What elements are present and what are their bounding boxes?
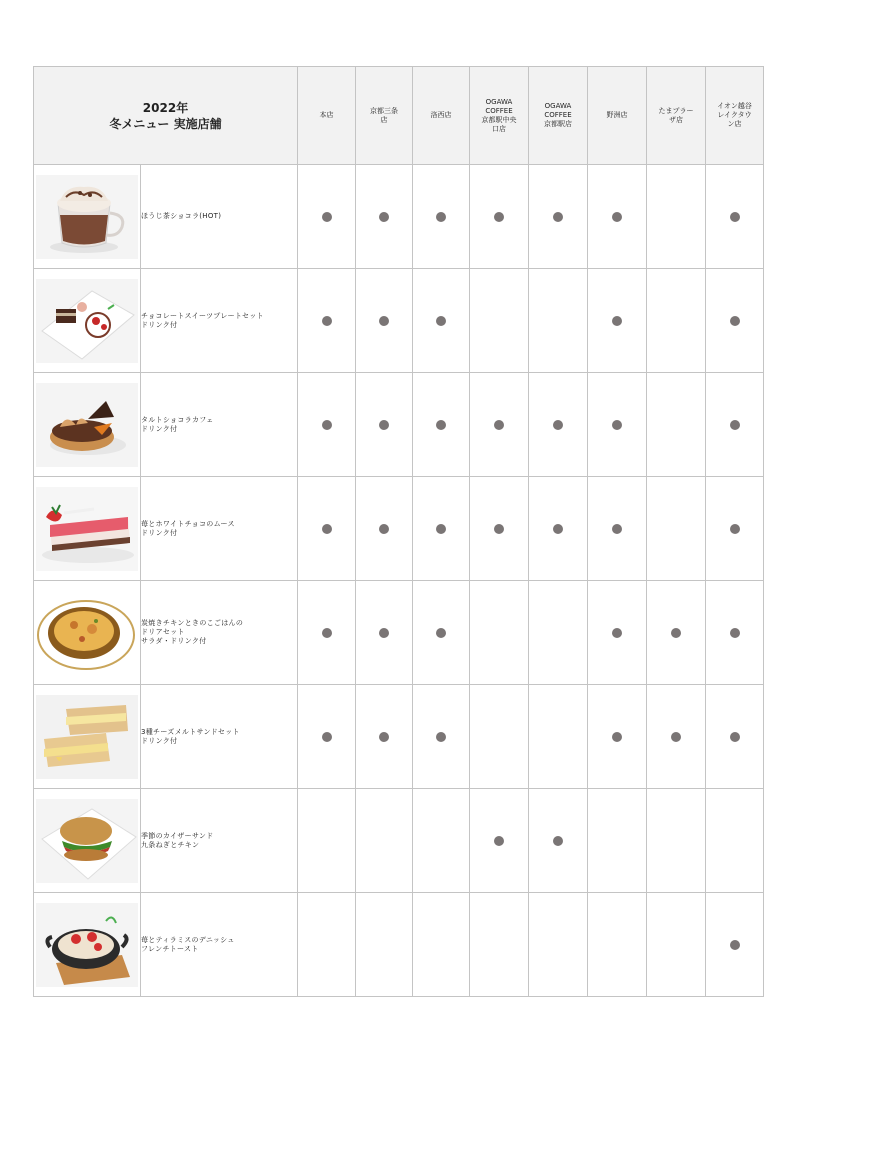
available-dot [494,836,504,846]
availability-cell [356,581,413,685]
availability-cell [413,477,470,581]
hojicha-chocolat-drink-photo [34,165,141,269]
available-dot [730,940,740,950]
available-dot [379,628,389,638]
menu-item-name: 炭焼きチキンときのこごはんの ドリアセット サラダ・ドリンク付 [141,581,298,685]
availability-cell [413,893,470,997]
available-dot [322,524,332,534]
menu-item-name: 季節のカイザーサンド 九条ねぎとチキン [141,789,298,893]
availability-cell [706,373,764,477]
availability-cell [647,477,706,581]
availability-cell [588,165,647,269]
store-header: OGAWA COFFEE 京都駅店 [529,67,588,165]
title-subtitle: 冬メニュー 実施店舗 [109,116,222,131]
chocolate-sweets-plate-photo [34,269,141,373]
available-dot [322,420,332,430]
availability-cell [298,165,356,269]
availability-cell [588,373,647,477]
availability-cell [529,685,588,789]
available-dot [379,316,389,326]
menu-item-name: ほうじ茶ショコラ(HOT) [141,165,298,269]
menu-row [34,685,764,789]
menu-row [34,789,764,893]
availability-cell [529,581,588,685]
availability-cell [588,269,647,373]
menu-row [34,477,764,581]
menu-item-name: タルトショコラカフェ ドリンク付 [141,373,298,477]
availability-cell [588,581,647,685]
menu-item-name: チョコレートスイーツプレートセット ドリンク付 [141,269,298,373]
store-header: OGAWA COFFEE 京都駅中央 口店 [470,67,529,165]
availability-cell [470,269,529,373]
availability-cell [470,581,529,685]
available-dot [612,212,622,222]
available-dot [436,316,446,326]
availability-cell [298,269,356,373]
availability-cell [470,685,529,789]
availability-cell [588,893,647,997]
menu-row [34,373,764,477]
availability-cell [298,373,356,477]
availability-cell [298,477,356,581]
availability-cell [647,581,706,685]
availability-cell [529,789,588,893]
available-dot [612,420,622,430]
availability-cell [529,373,588,477]
available-dot [379,212,389,222]
availability-cell [298,789,356,893]
available-dot [612,732,622,742]
available-dot [436,524,446,534]
available-dot [730,316,740,326]
available-dot [322,316,332,326]
available-dot [379,420,389,430]
available-dot [436,420,446,430]
available-dot [730,628,740,638]
available-dot [553,524,563,534]
store-header: たまプラー ザ店 [647,67,706,165]
availability-cell [647,789,706,893]
available-dot [436,732,446,742]
available-dot [494,524,504,534]
available-dot [379,732,389,742]
availability-cell [413,581,470,685]
availability-cell [356,893,413,997]
available-dot [671,628,681,638]
availability-cell [470,165,529,269]
store-header: 京都三条 店 [356,67,413,165]
available-dot [322,628,332,638]
availability-cell [588,789,647,893]
availability-cell [706,789,764,893]
available-dot [436,628,446,638]
availability-cell [356,789,413,893]
available-dot [553,420,563,430]
header-row [34,67,764,165]
availability-cell [588,685,647,789]
menu-row [34,269,764,373]
available-dot [671,732,681,742]
availability-cell [413,165,470,269]
availability-cell [298,685,356,789]
available-dot [436,212,446,222]
store-header: 洛西店 [413,67,470,165]
kaiser-sandwich-photo [34,789,141,893]
availability-cell [706,581,764,685]
availability-cell [588,477,647,581]
store-header: 本店 [298,67,356,165]
three-cheese-melt-sandwich-photo [34,685,141,789]
availability-cell [647,685,706,789]
available-dot [612,316,622,326]
availability-cell [298,581,356,685]
table-title [34,67,298,165]
availability-cell [706,269,764,373]
menu-item-name: 苺とティラミスのデニッシュ フレンチトースト [141,893,298,997]
available-dot [730,732,740,742]
availability-cell [470,789,529,893]
availability-cell [470,893,529,997]
available-dot [494,420,504,430]
availability-cell [413,373,470,477]
menu-row [34,581,764,685]
availability-cell [529,477,588,581]
availability-cell [413,685,470,789]
available-dot [730,524,740,534]
availability-cell [706,477,764,581]
menu-row [34,893,764,997]
available-dot [612,628,622,638]
menu-row [34,165,764,269]
availability-cell [706,685,764,789]
menu-item-name: 苺とホワイトチョコのムース ドリンク付 [141,477,298,581]
store-menu-table [33,66,764,997]
availability-cell [647,893,706,997]
menu-item-name: 3種チーズメルトサンドセット ドリンク付 [141,685,298,789]
tarte-chocolat-cafe-photo [34,373,141,477]
availability-cell [413,269,470,373]
availability-cell [356,165,413,269]
available-dot [322,732,332,742]
available-dot [322,212,332,222]
availability-cell [529,893,588,997]
availability-cell [470,373,529,477]
availability-cell [647,269,706,373]
available-dot [553,836,563,846]
availability-cell [706,165,764,269]
availability-cell [298,893,356,997]
availability-cell [529,165,588,269]
strawberry-tiramisu-french-toast-photo [34,893,141,997]
title-year: 2022年 [142,100,189,115]
strawberry-white-choco-mousse-photo [34,477,141,581]
availability-cell [413,789,470,893]
available-dot [494,212,504,222]
available-dot [379,524,389,534]
store-header: 野洲店 [588,67,647,165]
availability-cell [647,373,706,477]
availability-cell [706,893,764,997]
availability-cell [356,685,413,789]
availability-cell [647,165,706,269]
availability-cell [356,373,413,477]
store-header: イオン越谷 レイクタウ ン店 [706,67,764,165]
available-dot [730,212,740,222]
availability-cell [470,477,529,581]
available-dot [612,524,622,534]
chicken-mushroom-doria-photo [34,581,141,685]
availability-cell [529,269,588,373]
availability-cell [356,477,413,581]
available-dot [730,420,740,430]
available-dot [553,212,563,222]
availability-cell [356,269,413,373]
